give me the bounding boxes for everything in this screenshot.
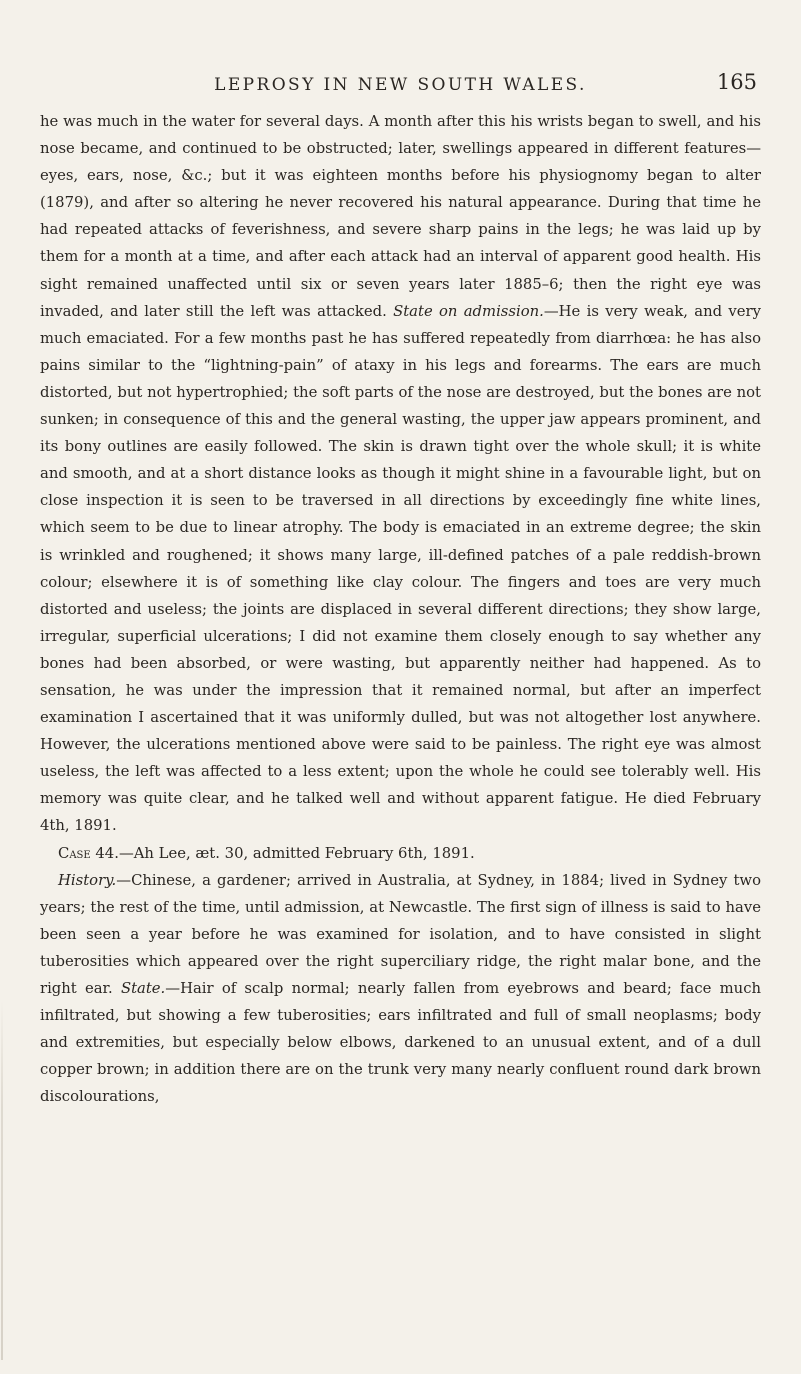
paragraph-case-44-history <box>40 867 761 1111</box>
paragraph-text: he was much in the water for several days. A month after this his wrists began to swell, and his nose became, and continued to be obstructed; later, swellings appeared in different features—eyes, ears, nose, &c.; but it was eighteen months before his physiognomy began to alter (1879), and after so altering he never recovered his natural appearance. During that time he had repeated attacks of feverishness, and severe sharp pains in the legs; he was laid up by them for a month at a time, and after each attack had an interval of apparent good health. His sight remained unaffected until six or seven years later 1885–6; then the right eye was invaded, and later still the left was attacked. <box>40 113 761 320</box>
state-label: State. <box>120 980 166 997</box>
page-edge-shadow <box>1 1000 3 1360</box>
page-header <box>40 60 761 96</box>
body-text <box>40 108 761 1110</box>
paragraph-text: —Hair of scalp normal; nearly fallen from eyebrows and beard; face much infiltrated, but showing a few tuberosities; ears infiltrated and full of small neoplasms; body and extremities, but especially below elbows, darkened to an unusual extent, and of a dull copper brown; in addition there are on the trunk very many nearly confluent round dark brown discolourations, <box>40 980 762 1106</box>
running-title: LEPROSY IN NEW SOUTH WALES. <box>214 75 587 95</box>
history-label: History. <box>58 871 117 889</box>
case-details: —Ah Lee, æt. 30, admitted February 6th, 1891. <box>118 844 475 862</box>
paragraph-text: —He is very weak, and very much emaciated. For a few months past he has suffered repeatedly from diarrhœa: he has also pains similar to the “lightning-pain” of ataxy in his legs and forearms. The ears are much distorted, but not hypertrophied; the soft parts of the nose are destroyed, but the bones are not sunken; in consequence of this and the general wasting, the upper jaw appears prominent, and its bony outlines are easily followed. The skin is drawn tight over the whole skull; it is white and smooth, and at a short distance looks as though it might shine in a favourable light, but on close inspection it is seen to be traversed in all directions by exceedingly fine white lines, which seem to be due to linear atrophy. The body is emaciated in an extreme degree; the skin is wrinkled and roughened; it shows many large, ill-defined patches of a pale reddish-brown colour; elsewhere it is of something like clay colour. The fingers and toes are very much distorted and useless; the joints are displaced in several different directions; they show large, irregular, superficial ulcerations; I did not examine them closely enough to say whether any bones had been absorbed, or were wasting, but apparently neither had happened. As to sensation, he was under the impression that it remained normal, but after an imperfect examination I ascertained that it was uniformly dulled, but was not altogether lost anywhere. However, the ulcerations mentioned above were said to be painless. The right eye was almost useless, the left was affected to a less extent; upon the whole he could see tolerably well. His memory was quite clear, and he talked well and without apparent fatigue. He died February 4th, 1891. <box>40 302 761 835</box>
case-44-heading <box>40 840 761 867</box>
page-number: 165 <box>716 70 757 94</box>
paragraph-case-43-continued <box>40 108 761 840</box>
state-on-admission-label: State on admission. <box>393 302 544 320</box>
paragraph-text: —Chinese, a gardener; arrived in Australia, at Sydney, in 1884; lived in Sydney two years; the rest of the time, until admission, at Newcastle. The first sign of illness is said to have been seen a year before he was examined for isolation, and to have consisted in slight tuberosities which appeared over the right superciliary ridge, the right malar bone, and the right ear. <box>40 871 761 997</box>
case-label: Case 44. <box>58 844 119 862</box>
